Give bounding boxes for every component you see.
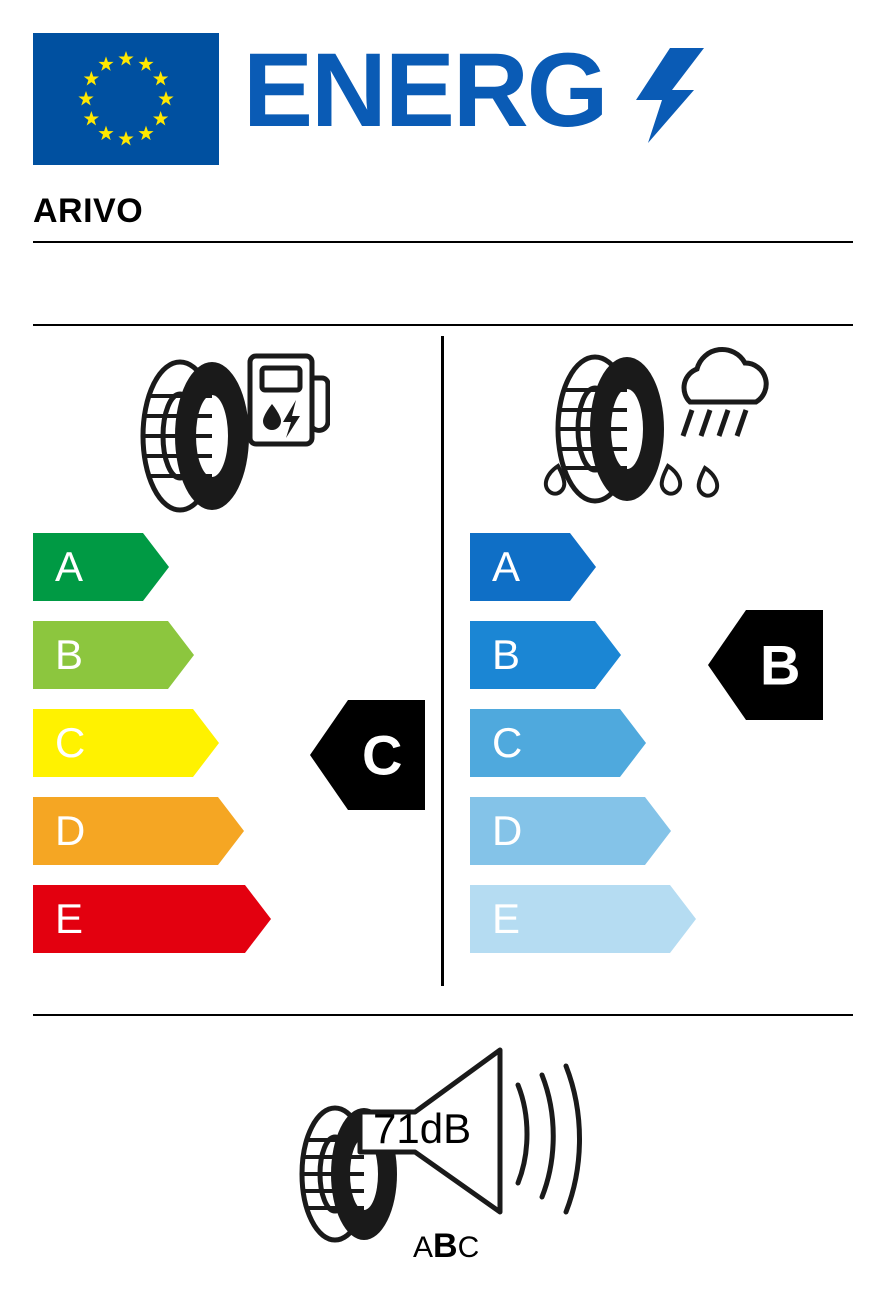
fuel-grade-c-letter: C — [55, 719, 86, 766]
fuel-grade-d-letter: D — [55, 807, 86, 854]
wet-grade-a — [470, 533, 596, 601]
fuel-grade-a-letter: A — [55, 543, 84, 590]
energy-wordmark: ENERG — [243, 32, 607, 149]
fuel-grade-b-letter: B — [55, 631, 84, 678]
fuel-grade-e-letter: E — [55, 895, 84, 942]
fuel-grade-b — [33, 621, 194, 689]
noise-class-c: C — [457, 1231, 480, 1264]
divider-above-noise — [33, 1014, 853, 1016]
divider-vertical — [441, 336, 444, 986]
tyre-fuel-pump-icon — [120, 344, 330, 524]
wet-grade-b — [470, 621, 621, 689]
fuel-result-pointer — [310, 700, 425, 810]
wet-grade-d — [470, 797, 671, 865]
divider-under-brand — [33, 241, 853, 243]
fuel-result-letter: C — [362, 723, 403, 787]
wet-grade-b-letter: B — [492, 631, 521, 678]
wet-grade-e — [470, 885, 696, 953]
fuel-grade-d — [33, 797, 244, 865]
wet-grade-c — [470, 709, 646, 777]
noise-class-b: B — [433, 1227, 458, 1265]
wet-grade-e-letter: E — [492, 895, 521, 942]
fuel-grade-c — [33, 709, 219, 777]
wet-result-pointer — [708, 610, 823, 720]
noise-class-scale — [413, 1227, 479, 1266]
lightning-bolt-icon — [632, 48, 704, 143]
wet-grade-c-letter: C — [492, 719, 523, 766]
wet-grade-d-letter: D — [492, 807, 523, 854]
noise-class-a: A — [413, 1231, 434, 1264]
noise-value: 71dB — [373, 1105, 472, 1152]
divider-top-panels — [33, 324, 853, 326]
fuel-grade-a — [33, 533, 169, 601]
eu-flag-icon — [33, 33, 219, 165]
fuel-grade-e — [33, 885, 271, 953]
brand-name: ARIVO — [33, 192, 144, 230]
tyre-rain-cloud-icon — [520, 344, 790, 524]
wet-grade-a-letter: A — [492, 543, 521, 590]
wet-result-letter: B — [760, 633, 801, 697]
